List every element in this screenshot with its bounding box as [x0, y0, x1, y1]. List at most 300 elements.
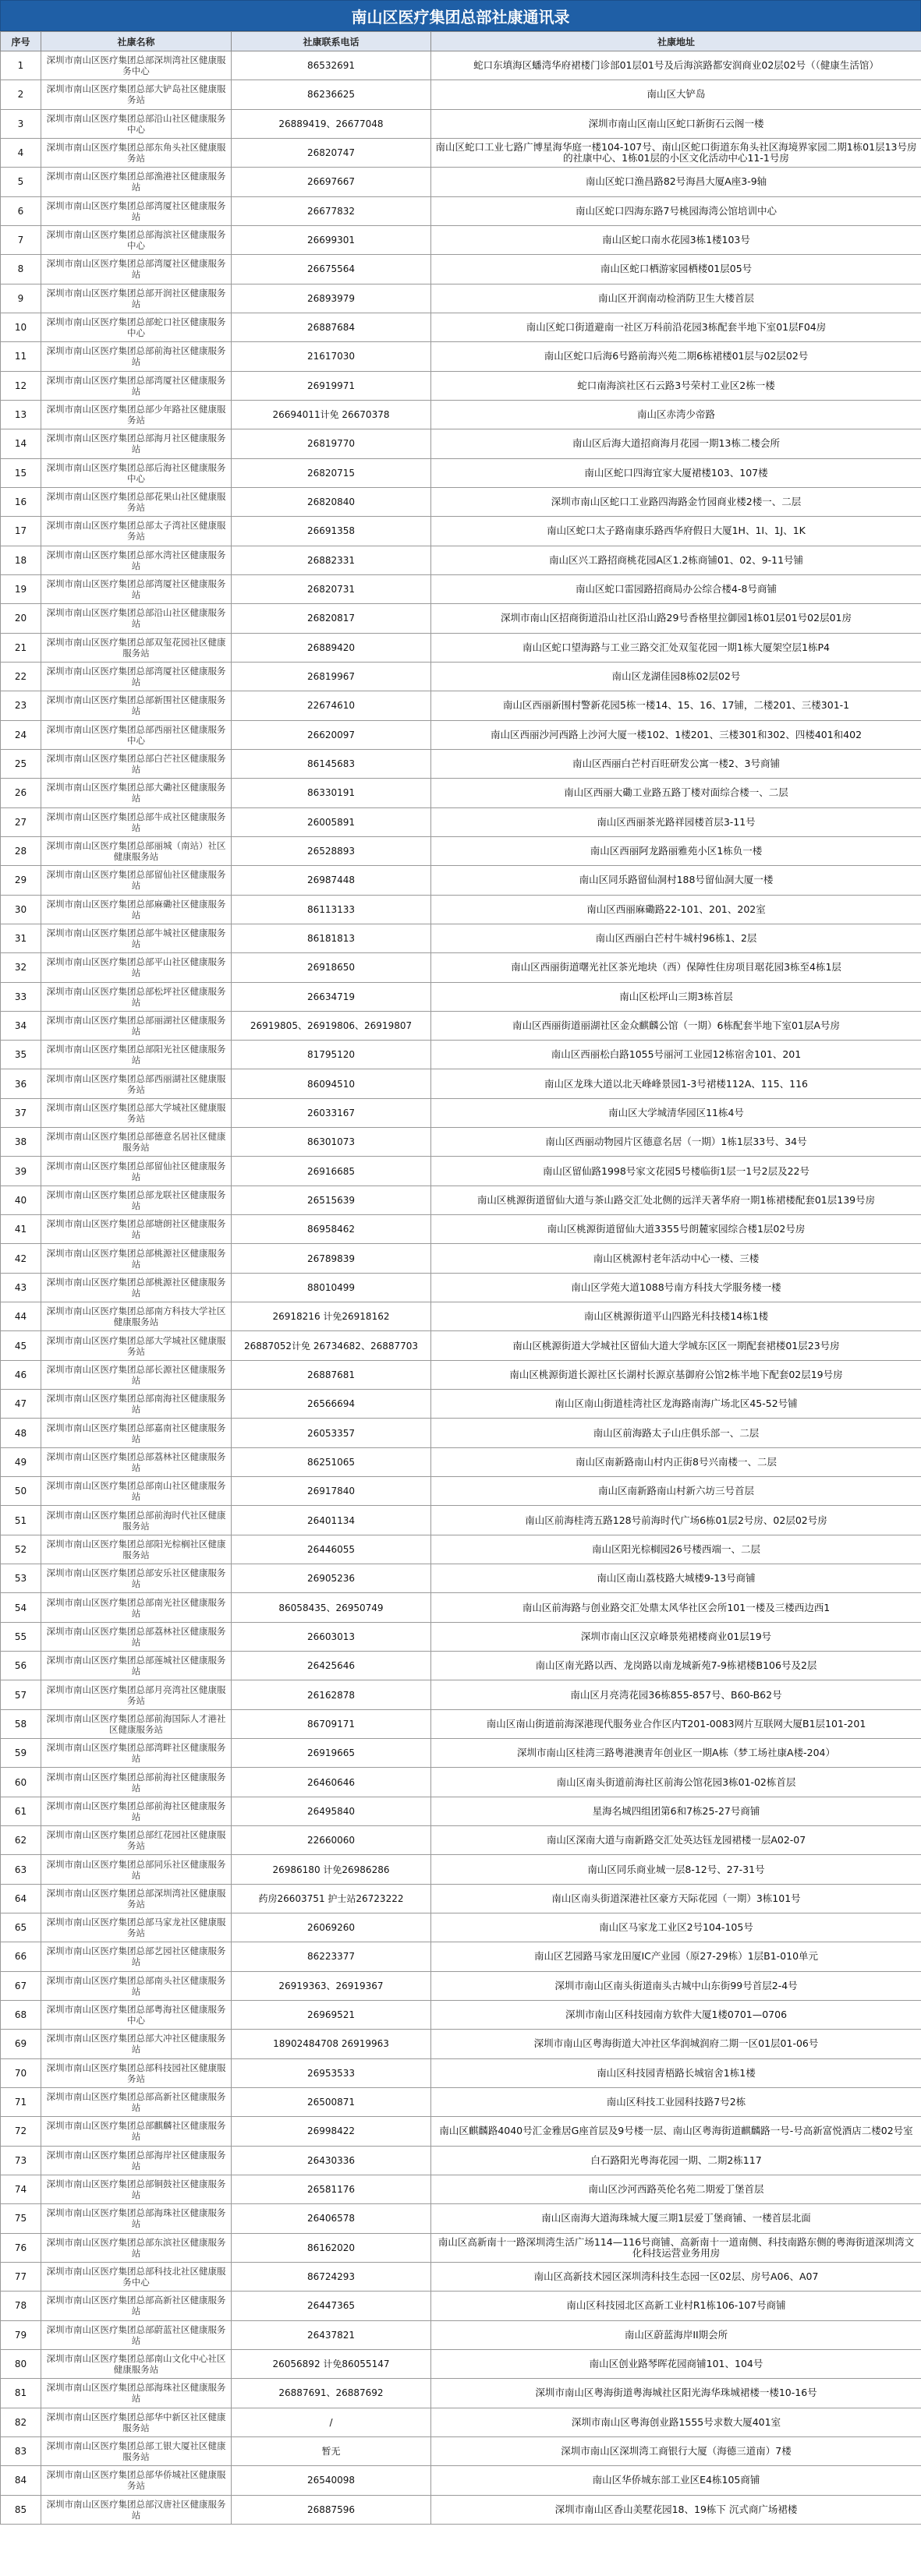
cell-addr: 蛇口东填海区蟠湾华府裙楼门诊部01层01号及后海滨路都安润商业02层02号（（健康生活馆）	[431, 51, 921, 80]
cell-no: 10	[1, 313, 41, 341]
cell-name: 深圳市南山区医疗集团总部桃源社区健康服务站	[41, 1273, 232, 1302]
table-row	[1, 1593, 921, 1622]
cell-tel: 26887681	[232, 1360, 431, 1389]
cell-addr: 南山区蛇口工业七路广博星海华庭一楼104-107号、南山区蛇口街道东角头社区海境界家园二期1栋01层13号房的社康中心、1栋01层的小区文化活动中心11-1号房	[431, 138, 921, 167]
cell-addr: 蛇口南海滨社区石云路3号荣村工业区2栋一楼	[431, 371, 921, 400]
cell-no: 9	[1, 284, 41, 313]
cell-addr: 南山区赤湾少帝路	[431, 400, 921, 429]
cell-addr: 南山区蛇口南水花园3栋1楼103号	[431, 225, 921, 254]
cell-tel: 药房26603751 护士站26723222	[232, 1884, 431, 1913]
cell-addr: 南山区南山荔枝路大城楼9-13号商铺	[431, 1564, 921, 1593]
cell-no: 7	[1, 225, 41, 254]
cell-addr: 南山区麒麟路4040号汇金雅居G座首层及9号楼一层、南山区粤海街道麒麟路一号-号高新富悦酒店二楼02号室	[431, 2117, 921, 2146]
cell-name: 深圳市南山区医疗集团总部龙联社区健康服务站	[41, 1186, 232, 1214]
cell-addr: 南山区西丽街道丽湖社区金众麒麟公馆（一期）6栋配套半地下室01层A号房	[431, 1011, 921, 1040]
cell-name: 深圳市南山区医疗集团总部铜鼓社区健康服务站	[41, 2175, 232, 2203]
cell-no: 35	[1, 1041, 41, 1069]
table-row	[1, 255, 921, 284]
cell-no: 21	[1, 633, 41, 662]
table-row	[1, 574, 921, 603]
cell-no: 18	[1, 546, 41, 574]
cell-name: 深圳市南山区医疗集团总部月亮湾社区健康服务站	[41, 1680, 232, 1709]
cell-name: 深圳市南山区医疗集团总部塘朗社区健康服务站	[41, 1215, 232, 1244]
cell-name: 深圳市南山区医疗集团总部安乐社区健康服务站	[41, 1564, 232, 1593]
cell-addr: 南山区前海桂湾五路128号前海时代广场6栋01层2号房、02层02号房	[431, 1506, 921, 1535]
cell-no: 1	[1, 51, 41, 80]
cell-tel: 86094510	[232, 1069, 431, 1098]
cell-addr: 南山区高新技术园区深圳湾科技生态园一区02层、房号A06、A07	[431, 2262, 921, 2291]
cell-name: 深圳市南山区医疗集团总部留仙社区健康服务站	[41, 1157, 232, 1186]
cell-name: 深圳市南山区医疗集团总部牛成社区健康服务站	[41, 807, 232, 836]
table-row	[1, 342, 921, 371]
cell-name: 深圳市南山区医疗集团总部丽湖社区健康服务站	[41, 1011, 232, 1040]
table-row	[1, 400, 921, 429]
cell-addr: 星海名城四组团第6和7栋25-27号商铺	[431, 1797, 921, 1825]
cell-no: 38	[1, 1128, 41, 1157]
cell-tel: 26918650	[232, 953, 431, 982]
table-row	[1, 1098, 921, 1127]
cell-addr: 南山区西丽动物园片区德意名居（一期）1栋1层33号、34号	[431, 1128, 921, 1157]
cell-addr: 南山区大铲岛	[431, 80, 921, 109]
table-row	[1, 80, 921, 109]
cell-name: 深圳市南山区医疗集团总部海珠社区健康服务站	[41, 2379, 232, 2408]
cell-no: 67	[1, 1971, 41, 2000]
cell-tel: 26953533	[232, 2058, 431, 2087]
cell-tel: 26887596	[232, 2495, 431, 2524]
cell-name: 深圳市南山区医疗集团总部湾厦社区健康服务站	[41, 255, 232, 284]
cell-no: 2	[1, 80, 41, 109]
cell-tel: 86236625	[232, 80, 431, 109]
table-row	[1, 1360, 921, 1389]
cell-name: 深圳市南山区医疗集团总部同乐社区健康服务站	[41, 1855, 232, 1884]
cell-name: 深圳市南山区医疗集团总部南山文化中心社区健康服务站	[41, 2349, 232, 2378]
table-row	[1, 429, 921, 458]
cell-addr: 南山区桃源街道大学城社区留仙大道大学城东区区一期配套裙楼01层23号房	[431, 1331, 921, 1360]
cell-no: 69	[1, 2030, 41, 2058]
cell-tel: 26162878	[232, 1680, 431, 1709]
cell-name: 深圳市南山区医疗集团总部大学城社区健康服务站	[41, 1331, 232, 1360]
table-row	[1, 1419, 921, 1447]
cell-no: 12	[1, 371, 41, 400]
cell-name: 深圳市南山区医疗集团总部大磡社区健康服务站	[41, 779, 232, 807]
cell-name: 深圳市南山区医疗集团总部后海社区健康服务中心	[41, 458, 232, 487]
cell-no: 70	[1, 2058, 41, 2087]
cell-no: 22	[1, 662, 41, 691]
cell-no: 32	[1, 953, 41, 982]
cell-addr: 深圳市南山区香山美墅花园18、19栋下 沉式商广场裙楼	[431, 2495, 921, 2524]
cell-addr: 南山区蛇口渔昌路82号海昌大厦A座3-9轴	[431, 168, 921, 196]
table-body	[1, 51, 921, 2525]
cell-name: 深圳市南山区医疗集团总部松坪社区健康服务站	[41, 982, 232, 1011]
cell-name: 深圳市南山区医疗集团总部湾厦社区健康服务站	[41, 574, 232, 603]
cell-name: 深圳市南山区医疗集团总部牛城社区健康服务站	[41, 924, 232, 952]
table-row	[1, 1390, 921, 1419]
table-row	[1, 371, 921, 400]
cell-no: 25	[1, 749, 41, 778]
cell-tel: 26603013	[232, 1622, 431, 1651]
cell-name: 深圳市南山区医疗集团总部前海社区健康服务站	[41, 1797, 232, 1825]
cell-addr: 南山区华侨城东部工业区E4栋105商铺	[431, 2466, 921, 2495]
table-row	[1, 749, 921, 778]
table-row	[1, 1477, 921, 1506]
cell-addr: 南山区留仙路1998号家文花园5号楼临街1层一1号2层及22号	[431, 1157, 921, 1186]
cell-no: 79	[1, 2320, 41, 2349]
table-row	[1, 1244, 921, 1273]
cell-no: 49	[1, 1447, 41, 1476]
cell-addr: 南山区蛇口四海宜家大厦裙楼103、107楼	[431, 458, 921, 487]
cell-tel: 88010499	[232, 1273, 431, 1302]
cell-no: 81	[1, 2379, 41, 2408]
cell-tel: 26820817	[232, 604, 431, 633]
cell-tel: 26986180 计免26986286	[232, 1855, 431, 1884]
cell-addr: 南山区同乐商业城一层8-12号、27-31号	[431, 1855, 921, 1884]
cell-addr: 南山区南海大道海珠城大厦三期1层爱丁堡商铺、一楼首层北面	[431, 2204, 921, 2233]
cell-no: 47	[1, 1390, 41, 1419]
cell-addr: 南山区蛇口望海路与工业三路交汇处双玺花园一期1栋大厦架空层1栋P4	[431, 633, 921, 662]
table-row	[1, 546, 921, 574]
cell-name: 深圳市南山区医疗集团总部麒麟社区健康服务站	[41, 2117, 232, 2146]
cell-tel: 81795120	[232, 1041, 431, 1069]
table-row	[1, 1913, 921, 1942]
table-row	[1, 1739, 921, 1768]
cell-addr: 南山区开润南动检消防卫生大楼首层	[431, 284, 921, 313]
cell-name: 深圳市南山区医疗集团总部湾畔社区健康服务站	[41, 1739, 232, 1768]
cell-name: 深圳市南山区医疗集团总部蛇口社区健康服务中心	[41, 313, 232, 341]
cell-no: 39	[1, 1157, 41, 1186]
cell-addr: 南山区阳光棕榈园26号楼西端一、二层	[431, 1535, 921, 1564]
cell-tel: 26916685	[232, 1157, 431, 1186]
cell-no: 43	[1, 1273, 41, 1302]
cell-tel: 26905236	[232, 1564, 431, 1593]
cell-name: 深圳市南山区医疗集团总部莲城社区健康服务站	[41, 1652, 232, 1680]
cell-tel: 86181813	[232, 924, 431, 952]
table-row	[1, 487, 921, 516]
cell-no: 57	[1, 1680, 41, 1709]
cell-no: 40	[1, 1186, 41, 1214]
directory-table	[0, 31, 921, 2525]
cell-no: 58	[1, 1709, 41, 1738]
cell-tel: 26887691、26887692	[232, 2379, 431, 2408]
table-row	[1, 866, 921, 895]
cell-name: 深圳市南山区医疗集团总部南山社区健康服务站	[41, 1477, 232, 1506]
table-row	[1, 51, 921, 80]
cell-no: 78	[1, 2292, 41, 2320]
cell-addr: 南山区南头街道前海社区前海公馆花园3栋01-02栋首层	[431, 1768, 921, 1797]
table-row	[1, 807, 921, 836]
cell-name: 深圳市南山区医疗集团总部双玺花园社区健康服务站	[41, 633, 232, 662]
header-name: 社康名称	[41, 32, 232, 51]
cell-name: 深圳市南山区医疗集团总部南光社区健康服务站	[41, 1593, 232, 1622]
cell-addr: 南山区马家龙工业区2号104-105号	[431, 1913, 921, 1942]
cell-tel: 26987448	[232, 866, 431, 895]
cell-name: 深圳市南山区医疗集团总部阳光社区健康服务站	[41, 1041, 232, 1069]
table-row	[1, 196, 921, 225]
cell-name: 深圳市南山区医疗集团总部大学城社区健康服务站	[41, 1098, 232, 1127]
cell-name: 深圳市南山区医疗集团总部西丽湖社区健康服务站	[41, 1069, 232, 1098]
cell-no: 33	[1, 982, 41, 1011]
cell-tel: 26401134	[232, 1506, 431, 1535]
table-row	[1, 1855, 921, 1884]
cell-no: 75	[1, 2204, 41, 2233]
table-row	[1, 168, 921, 196]
cell-no: 37	[1, 1098, 41, 1127]
cell-addr: 南山区龙湖佳园8栋02层02号	[431, 662, 921, 691]
cell-name: 深圳市南山区医疗集团总部东角头社区健康服务站	[41, 138, 232, 167]
cell-tel: 26820747	[232, 138, 431, 167]
cell-addr: 南山区南山街道桂湾社区龙海路南海广场北区45-52号铺	[431, 1390, 921, 1419]
cell-no: 20	[1, 604, 41, 633]
cell-tel: 26697667	[232, 168, 431, 196]
cell-no: 83	[1, 2436, 41, 2465]
cell-tel: 26819967	[232, 662, 431, 691]
cell-name: 深圳市南山区医疗集团总部沿山社区健康服务中心	[41, 109, 232, 138]
cell-tel: 26887684	[232, 313, 431, 341]
cell-name: 深圳市南山区医疗集团总部粤海社区健康服务中心	[41, 2000, 232, 2029]
cell-no: 62	[1, 1826, 41, 1855]
cell-addr: 南山区蛇口雷园路招商局办公综合楼4-8号商铺	[431, 574, 921, 603]
table-row	[1, 691, 921, 720]
cell-name: 深圳市南山区医疗集团总部华侨城社区健康服务站	[41, 2466, 232, 2495]
cell-no: 51	[1, 1506, 41, 1535]
cell-tel: 26699301	[232, 225, 431, 254]
cell-name: 深圳市南山区医疗集团总部平山社区健康服务站	[41, 953, 232, 982]
cell-addr: 深圳市南山区科技园南方软件大厦1楼0701—0706	[431, 2000, 921, 2029]
cell-no: 28	[1, 836, 41, 865]
cell-addr: 南山区南头街道深港社区豪方天际花园（一期）3栋101号	[431, 1884, 921, 1913]
cell-no: 41	[1, 1215, 41, 1244]
cell-addr: 深圳市南山区蛇口工业路四海路金竹园商业楼2楼一、二层	[431, 487, 921, 516]
cell-addr: 南山区科技工业园科技路7号2栋	[431, 2087, 921, 2116]
cell-tel: 26005891	[232, 807, 431, 836]
table-row	[1, 1971, 921, 2000]
cell-tel: 26819770	[232, 429, 431, 458]
cell-addr: 南山区西丽新围村警新花园5栋一楼14、15、16、17铺，二楼201、三楼301-1	[431, 691, 921, 720]
cell-addr: 南山区科技园青梧路长城宿舍1栋1楼	[431, 2058, 921, 2087]
table-row	[1, 779, 921, 807]
cell-name: 深圳市南山区医疗集团总部白芒社区健康服务站	[41, 749, 232, 778]
cell-addr: 南山区西丽白芒村百旺研发公寓一楼2、3号商铺	[431, 749, 921, 778]
cell-tel: 86301073	[232, 1128, 431, 1157]
table-row	[1, 2204, 921, 2233]
cell-name: 深圳市南山区医疗集团总部少年路社区健康服务站	[41, 400, 232, 429]
table-row	[1, 1157, 921, 1186]
cell-name: 深圳市南山区医疗集团总部艺园社区健康服务站	[41, 1942, 232, 1971]
cell-tel: 26691358	[232, 517, 431, 546]
cell-name: 深圳市南山区医疗集团总部大冲社区健康服务站	[41, 2030, 232, 2058]
cell-addr: 南山区西丽大磡工业路五路丁楼对面综合楼一、二层	[431, 779, 921, 807]
cell-tel: 86330191	[232, 779, 431, 807]
cell-tel: 86058435、26950749	[232, 1593, 431, 1622]
cell-tel: 26406578	[232, 2204, 431, 2233]
cell-no: 80	[1, 2349, 41, 2378]
table-row	[1, 1622, 921, 1651]
cell-addr: 南山区桃源街道留仙大道与茶山路交汇处北侧的远洋天著华府一期1栋裙楼配套01层139号房	[431, 1186, 921, 1214]
cell-addr: 南山区蛇口后海6号路前海兴苑二期6栋裙楼01层与02层02号	[431, 342, 921, 371]
cell-addr: 南山区桃源街道平山四路光科技楼14栋1楼	[431, 1302, 921, 1331]
cell-addr: 深圳市南山区深圳湾工商银行大厦（海德三道南）7楼	[431, 2436, 921, 2465]
table-row	[1, 1709, 921, 1738]
cell-name: 深圳市南山区医疗集团总部湾厦社区健康服务站	[41, 662, 232, 691]
table-row	[1, 1826, 921, 1855]
cell-addr: 南山区南光路以西、龙岗路以南龙城新苑7-9栋裙楼B106号及2层	[431, 1652, 921, 1680]
cell-tel: 26998422	[232, 2117, 431, 2146]
cell-addr: 白石路阳光粤海花园一期、二期2栋117	[431, 2146, 921, 2175]
cell-no: 24	[1, 720, 41, 749]
cell-no: 36	[1, 1069, 41, 1098]
table-row	[1, 2495, 921, 2524]
cell-tel: 26056892 计免86055147	[232, 2349, 431, 2378]
cell-name: 深圳市南山区医疗集团总部前海时代社区健康服务站	[41, 1506, 232, 1535]
table-row	[1, 1564, 921, 1593]
table-row	[1, 2436, 921, 2465]
cell-name: 深圳市南山区医疗集团总部汉唐社区健康服务站	[41, 2495, 232, 2524]
cell-tel: 26820840	[232, 487, 431, 516]
cell-addr: 南山区蛇口栖游家园栖楼01层05号	[431, 255, 921, 284]
cell-tel: 86162020	[232, 2233, 431, 2262]
cell-addr: 南山区月亮湾花园36栋855-857号、B60-B62号	[431, 1680, 921, 1709]
table-row	[1, 2262, 921, 2291]
cell-name: 深圳市南山区医疗集团总部新围社区健康服务站	[41, 691, 232, 720]
cell-no: 13	[1, 400, 41, 429]
cell-no: 72	[1, 2117, 41, 2146]
table-row	[1, 109, 921, 138]
cell-name: 深圳市南山区医疗集团总部海珠社区健康服务站	[41, 2204, 232, 2233]
table-row	[1, 2000, 921, 2029]
cell-tel: 26919971	[232, 371, 431, 400]
table-row	[1, 1273, 921, 1302]
table-row	[1, 138, 921, 167]
cell-addr: 南山区南新路南山村新六坊三号首层	[431, 1477, 921, 1506]
cell-no: 11	[1, 342, 41, 371]
page-title: 南山区医疗集团总部社康通讯录	[0, 0, 921, 31]
table-row	[1, 2292, 921, 2320]
cell-no: 66	[1, 1942, 41, 1971]
cell-name: 深圳市南山区医疗集团总部前海国际人才港社区健康服务站	[41, 1709, 232, 1738]
table-row	[1, 2408, 921, 2436]
cell-tel: 26033167	[232, 1098, 431, 1127]
cell-tel: 26820731	[232, 574, 431, 603]
cell-no: 34	[1, 1011, 41, 1040]
cell-no: 55	[1, 1622, 41, 1651]
table-row	[1, 1447, 921, 1476]
cell-tel: 26694011计免 26670378	[232, 400, 431, 429]
cell-name: 深圳市南山区医疗集团总部海滨社区健康服务中心	[41, 225, 232, 254]
cell-addr: 南山区沙河西路英伦名苑二期爱丁堡首层	[431, 2175, 921, 2203]
table-row	[1, 284, 921, 313]
cell-addr: 南山区前海路与创业路交汇处鼎太风华社区会所101一楼及三楼西边西1	[431, 1593, 921, 1622]
table-row	[1, 2379, 921, 2408]
table-row	[1, 1535, 921, 1564]
cell-no: 54	[1, 1593, 41, 1622]
cell-tel: 26919363、26919367	[232, 1971, 431, 2000]
cell-name: 深圳市南山区医疗集团总部南头社区健康服务站	[41, 1971, 232, 2000]
table-row	[1, 982, 921, 1011]
cell-no: 74	[1, 2175, 41, 2203]
cell-no: 85	[1, 2495, 41, 2524]
cell-name: 深圳市南山区医疗集团总部南海社区健康服务站	[41, 1390, 232, 1419]
cell-no: 14	[1, 429, 41, 458]
cell-no: 60	[1, 1768, 41, 1797]
cell-no: 45	[1, 1331, 41, 1360]
cell-name: 深圳市南山区医疗集团总部渔港社区健康服务站	[41, 168, 232, 196]
cell-addr: 深圳市南山区粤海创业路1555号求数大厦401室	[431, 2408, 921, 2436]
cell-no: 17	[1, 517, 41, 546]
table-row	[1, 1797, 921, 1825]
cell-name: 深圳市南山区医疗集团总部蔚蓝社区健康服务站	[41, 2320, 232, 2349]
cell-no: 30	[1, 895, 41, 924]
cell-tel: 86113133	[232, 895, 431, 924]
table-row	[1, 2175, 921, 2203]
cell-tel: 18902484708 26919963	[232, 2030, 431, 2058]
table-row	[1, 1652, 921, 1680]
cell-tel: 86223377	[232, 1942, 431, 1971]
cell-tel: 26437821	[232, 2320, 431, 2349]
cell-name: 深圳市南山区医疗集团总部麻磡社区健康服务站	[41, 895, 232, 924]
cell-addr: 南山区学苑大道1088号南方科技大学服务楼一楼	[431, 1273, 921, 1302]
cell-tel: 26515639	[232, 1186, 431, 1214]
cell-addr: 南山区西丽街道曙光社区茶光地块（西）保障性住房项目琚花园3栋至4栋1层	[431, 953, 921, 982]
cell-name: 深圳市南山区医疗集团总部长源社区健康服务站	[41, 1360, 232, 1389]
cell-name: 深圳市南山区医疗集团总部前海社区健康服务站	[41, 342, 232, 371]
cell-no: 4	[1, 138, 41, 167]
cell-addr: 南山区西丽麻磡路22-101、201、202室	[431, 895, 921, 924]
table-row	[1, 2349, 921, 2378]
table-row	[1, 2146, 921, 2175]
cell-addr: 深圳市南山区粤海街道大冲社区华润城润府二期一区01层01-06号	[431, 2030, 921, 2058]
cell-tel: 86532691	[232, 51, 431, 80]
cell-addr: 南山区龙珠大道以北天峰峰景园1-3号裙楼112A、115、116	[431, 1069, 921, 1098]
cell-tel: 26675564	[232, 255, 431, 284]
cell-tel: 26447365	[232, 2292, 431, 2320]
cell-no: 42	[1, 1244, 41, 1273]
table-row	[1, 1215, 921, 1244]
cell-tel: 26919805、26919806、26919807	[232, 1011, 431, 1040]
cell-no: 61	[1, 1797, 41, 1825]
cell-tel: 26889420	[232, 633, 431, 662]
cell-no: 23	[1, 691, 41, 720]
table-row	[1, 2233, 921, 2262]
cell-addr: 南山区同乐路留仙洞村188号留仙洞大厦一楼	[431, 866, 921, 895]
cell-tel: 22660060	[232, 1826, 431, 1855]
cell-name: 深圳市南山区医疗集团总部西丽社区健康服务中心	[41, 720, 232, 749]
cell-no: 16	[1, 487, 41, 516]
header-no: 序号	[1, 32, 41, 51]
cell-name: 深圳市南山区医疗集团总部海岸社区健康服务站	[41, 2146, 232, 2175]
cell-no: 56	[1, 1652, 41, 1680]
table-row	[1, 1884, 921, 1913]
cell-tel: 26889419、26677048	[232, 109, 431, 138]
cell-name: 深圳市南山区医疗集团总部工银大厦社区健康服务站	[41, 2436, 232, 2465]
table-row	[1, 1768, 921, 1797]
cell-addr: 深圳市南山区粤海街道粤海城社区阳光海华珠城裙楼一楼10-16号	[431, 2379, 921, 2408]
cell-addr: 南山区西丽阿龙路丽雅苑小区1栋负一楼	[431, 836, 921, 865]
cell-tel: 21617030	[232, 342, 431, 371]
cell-addr: 南山区高新南十一路深圳湾生活广场114—116号商铺、高新南十一道南侧、科技南路东侧的粤海街道深圳湾文化科技运营业务用房	[431, 2233, 921, 2262]
cell-tel: 26425646	[232, 1652, 431, 1680]
cell-name: 深圳市南山区医疗集团总部大铲岛社区健康服务站	[41, 80, 232, 109]
cell-tel: 26446055	[232, 1535, 431, 1564]
cell-name: 深圳市南山区医疗集团总部高新社区健康服务站	[41, 2087, 232, 2116]
cell-no: 77	[1, 2262, 41, 2291]
cell-name: 深圳市南山区医疗集团总部沿山社区健康服务站	[41, 604, 232, 633]
cell-no: 50	[1, 1477, 41, 1506]
cell-tel: 22674610	[232, 691, 431, 720]
cell-tel: 26820715	[232, 458, 431, 487]
table-row	[1, 720, 921, 749]
table-row	[1, 2087, 921, 2116]
cell-name: 深圳市南山区医疗集团总部深圳湾社区健康服务站	[41, 1884, 232, 1913]
cell-no: 44	[1, 1302, 41, 1331]
